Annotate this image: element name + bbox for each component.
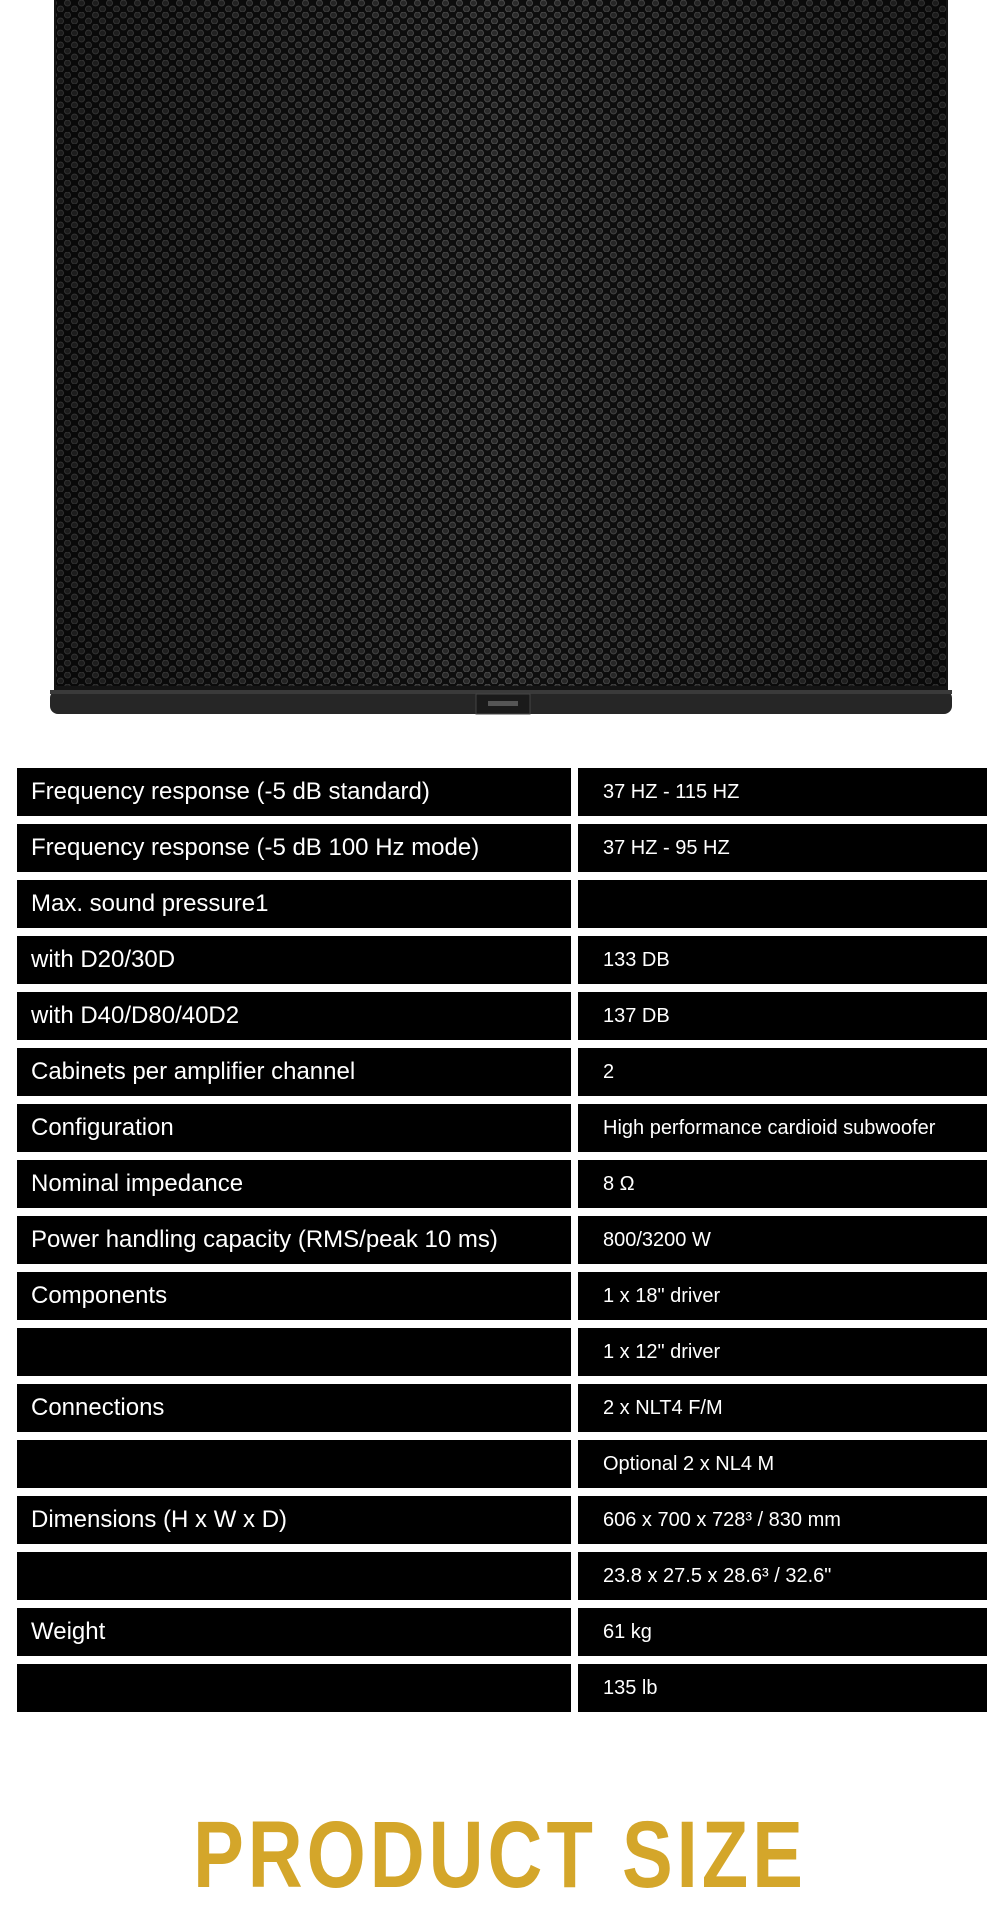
spec-value: 133 DB [578,936,987,984]
spec-label: Connections [17,1384,571,1432]
spec-row [17,1048,987,1096]
spec-row [17,768,987,816]
spec-row [17,1104,987,1152]
spec-value: 37 HZ - 95 HZ [578,824,987,872]
spec-label: Dimensions (H x W x D) [17,1496,571,1544]
spec-label [17,1664,571,1712]
spec-row [17,1552,987,1600]
spec-row [17,824,987,872]
spec-label: Nominal impedance [17,1160,571,1208]
spec-value: 8 Ω [578,1160,987,1208]
spec-label: with D20/30D [17,936,571,984]
spec-value: 135 lb [578,1664,987,1712]
spec-row [17,992,987,1040]
spec-label: Cabinets per amplifier channel [17,1048,571,1096]
spec-value: 1 x 18" driver [578,1272,987,1320]
spec-row [17,1384,987,1432]
speaker-product-image [50,0,952,715]
spec-row [17,1328,987,1376]
spec-value: High performance cardioid subwoofer [578,1104,987,1152]
spec-row [17,1608,987,1656]
spec-label: Frequency response (-5 dB 100 Hz mode) [17,824,571,872]
spec-label [17,1440,571,1488]
speaker-grille-illustration [50,0,952,715]
spec-value: 137 DB [578,992,987,1040]
spec-value: 800/3200 W [578,1216,987,1264]
spec-row [17,936,987,984]
spec-label: Power handling capacity (RMS/peak 10 ms) [17,1216,571,1264]
spec-label: Components [17,1272,571,1320]
spec-label: with D40/D80/40D2 [17,992,571,1040]
spec-value: 2 x NLT4 F/M [578,1384,987,1432]
spec-value: 37 HZ - 115 HZ [578,768,987,816]
spec-label: Configuration [17,1104,571,1152]
specification-table [17,768,987,1720]
spec-label [17,1552,571,1600]
spec-value: 23.8 x 27.5 x 28.6³ / 32.6" [578,1552,987,1600]
spec-row [17,1216,987,1264]
spec-label [17,1328,571,1376]
spec-row [17,1160,987,1208]
spec-row [17,1664,987,1712]
spec-label: Max. sound pressure1 [17,880,571,928]
spec-value: Optional 2 x NL4 M [578,1440,987,1488]
section-heading: PRODUCT SIZE [193,1801,807,1908]
product-size-section [0,1790,1000,1908]
spec-value: 1 x 12" driver [578,1328,987,1376]
spec-label: Weight [17,1608,571,1656]
spec-row [17,1440,987,1488]
spec-row [17,1496,987,1544]
spec-row [17,1272,987,1320]
spec-value: 61 kg [578,1608,987,1656]
spec-value: 606 x 700 x 728³ / 830 mm [578,1496,987,1544]
spec-label: Frequency response (-5 dB standard) [17,768,571,816]
spec-value [578,880,987,928]
spec-row [17,880,987,928]
spec-value: 2 [578,1048,987,1096]
